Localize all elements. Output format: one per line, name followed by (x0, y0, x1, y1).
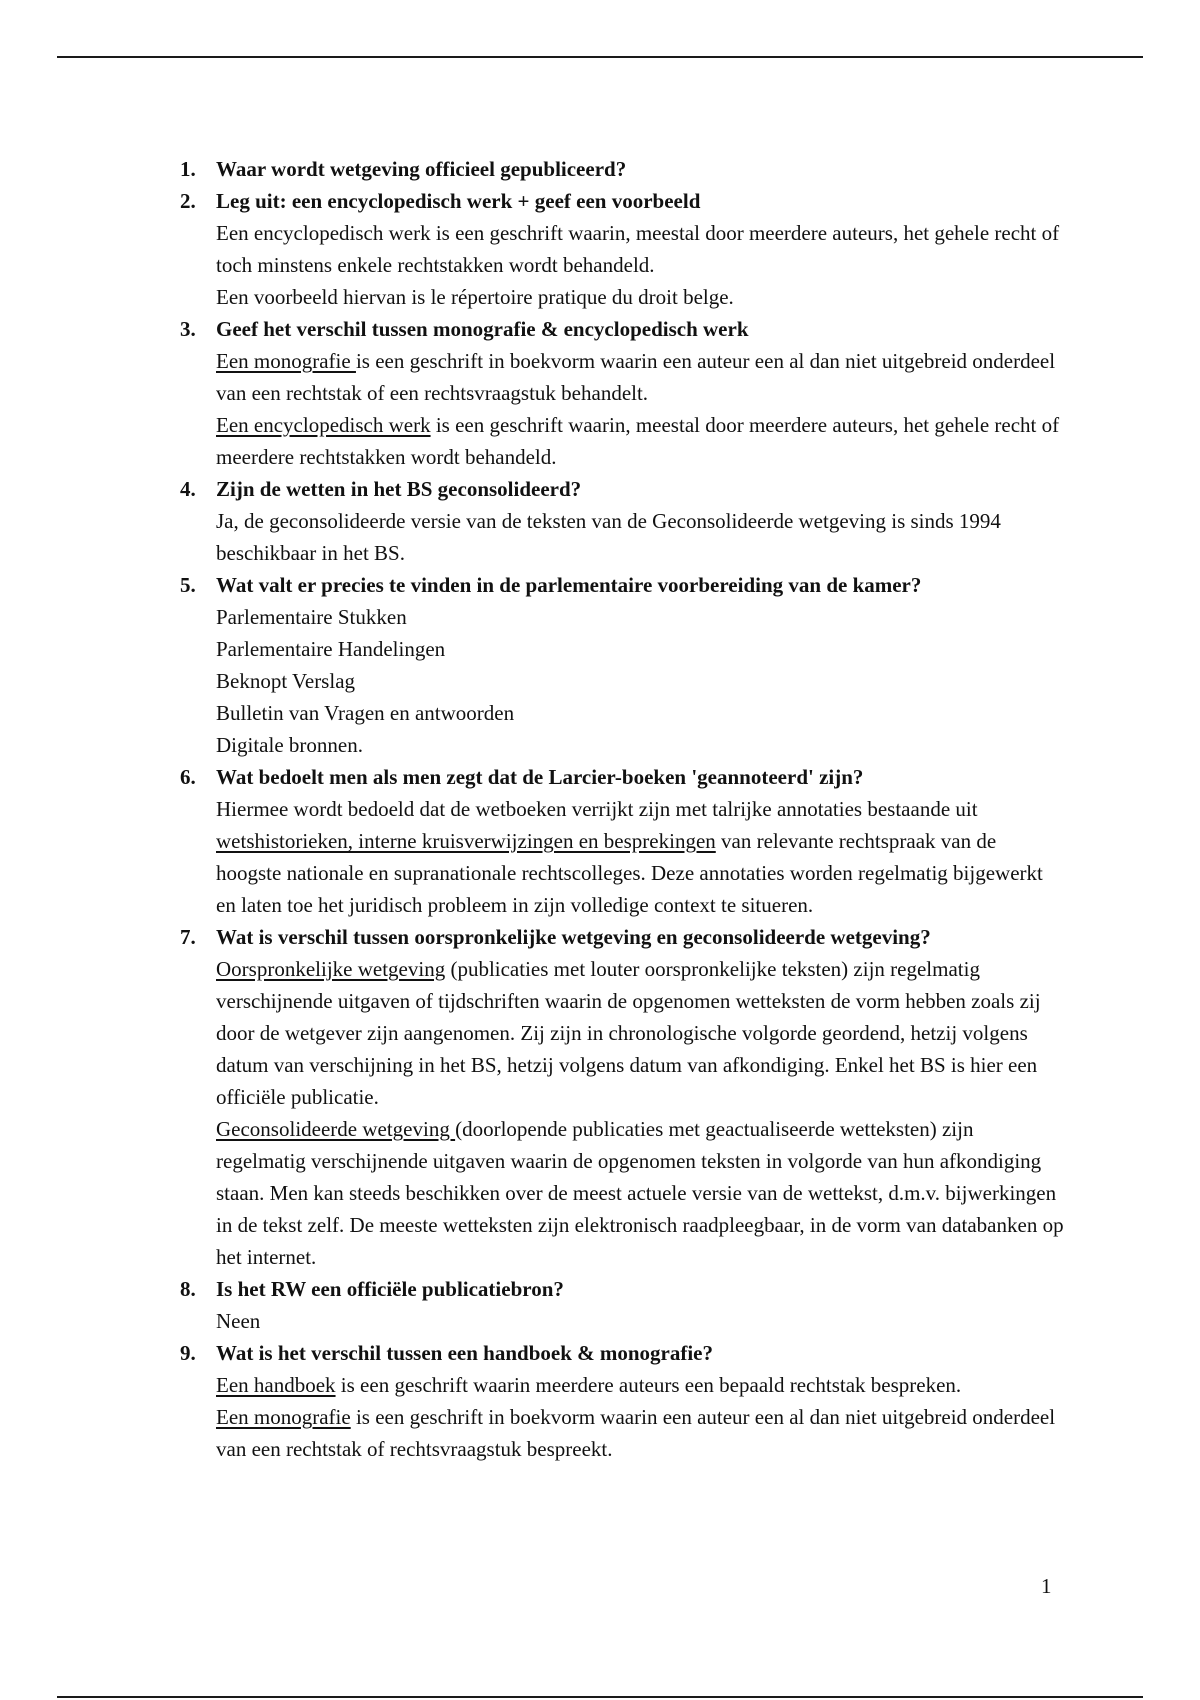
question-2 (166, 185, 1066, 313)
question-number: 1. (180, 157, 196, 181)
question-number: 4. (180, 477, 196, 501)
underlined-term: Een encyclopedisch werk (216, 413, 431, 437)
answer-line: Parlementaire Stukken (216, 605, 407, 629)
qa-list (166, 153, 1066, 1465)
question-text: Leg uit: een encyclopedisch werk + geef een voorbeeld (216, 189, 701, 213)
answer-paragraph: Een voorbeeld hiervan is le répertoire pratique du droit belge. (216, 285, 734, 309)
question-number: 5. (180, 573, 196, 597)
underlined-term: wetshistorieken, interne kruisverwijzingen en besprekingen (216, 829, 716, 853)
question-number: 3. (180, 317, 196, 341)
underlined-term: Geconsolideerde wetgeving (216, 1117, 456, 1141)
answer-paragraph: Een encyclopedisch werk is een geschrift waarin, meestal door meerdere auteurs, het gehele recht of meerdere rechtstakken wordt behandeld. (216, 413, 1060, 469)
question-text: Wat bedoelt men als men zegt dat de Larcier-boeken 'geannoteerd' zijn? (216, 765, 864, 789)
answer-paragraph: Hiermee wordt bedoeld dat de wetboeken verrijkt zijn met talrijke annotaties bestaande uit wetshistorieken, interne kruisverwijzingen en besprekingen van relevante rechtspraak van de hoogste nationale en supranationale rechtscolleges. Deze annotaties worden regelmatig bijgewerkt en laten toe het juridisch probleem in zijn volledige context te situeren. (216, 797, 1043, 917)
answer-paragraph: Een monografie is een geschrift in boekvorm waarin een auteur een al dan niet uitgebreid onderdeel van een rechtstak of rechtsvraagstuk bespreekt. (216, 1405, 1056, 1461)
answer-paragraph: Geconsolideerde wetgeving (doorlopende publicaties met geactualiseerde wetteksten) zijn regelmatig verschijnende uitgaven waarin de opgenomen teksten in volgorde van hun afkondiging staan. Men kan steeds beschikken over de meest actuele versie van de wettekst, d.m.v. bijwerkingen in de tekst zelf. De meeste wetteksten zijn elektronisch raadpleegbaar, in de vorm van databanken op het internet. (216, 1117, 1064, 1269)
question-text: Wat is het verschil tussen een handboek & monografie? (216, 1341, 714, 1365)
question-4 (166, 473, 1066, 569)
question-text: Wat valt er precies te vinden in de parlementaire voorbereiding van de kamer? (216, 573, 922, 597)
footer-rule (57, 1696, 1143, 1698)
question-text: Is het RW een officiële publicatiebron? (216, 1277, 564, 1301)
question-number: 7. (180, 925, 196, 949)
question-number: 6. (180, 765, 196, 789)
question-6 (166, 761, 1066, 921)
answer-line: Digitale bronnen. (216, 733, 363, 757)
question-3 (166, 313, 1066, 473)
question-text: Wat is verschil tussen oorspronkelijke wetgeving en geconsolideerde wetgeving? (216, 925, 931, 949)
question-5 (166, 569, 1066, 761)
question-1 (166, 153, 1066, 185)
underlined-term: Een handboek (216, 1373, 336, 1397)
answer-paragraph: Oorspronkelijke wetgeving (publicaties met louter oorspronkelijke teksten) zijn regelmatig verschijnende uitgaven of tijdschriften waarin de opgenomen wetteksten de vorm hebben zoals zij door de wetgever zijn aangenomen. Zij zijn in chronologische volgorde geordend, hetzij volgens datum van verschijning in het BS, hetzij volgens datum van afkondiging. Enkel het BS is hier een officiële publicatie. (216, 957, 1041, 1109)
answer-line: Parlementaire Handelingen (216, 637, 446, 661)
question-7 (166, 921, 1066, 1273)
answer-paragraph: Ja, de geconsolideerde versie van de teksten van de Geconsolideerde wetgeving is sinds 1994 beschikbaar in het BS. (216, 509, 1001, 565)
question-number: 9. (180, 1341, 196, 1365)
question-8 (166, 1273, 1066, 1337)
question-9 (166, 1337, 1066, 1465)
question-number: 8. (180, 1277, 196, 1301)
question-text: Waar wordt wetgeving officieel gepubliceerd? (216, 157, 627, 181)
answer-line: Bulletin van Vragen en antwoorden (216, 701, 515, 725)
question-text: Zijn de wetten in het BS geconsolideerd? (216, 477, 582, 501)
underlined-term: Oorspronkelijke wetgeving (216, 957, 446, 981)
answer-paragraph: Neen (216, 1309, 261, 1333)
answer-line: Beknopt Verslag (216, 669, 356, 693)
answer-paragraph: Een handboek is een geschrift waarin meerdere auteurs een bepaald rechtstak bespreken. (216, 1373, 962, 1397)
answer-paragraph: Een encyclopedisch werk is een geschrift waarin, meestal door meerdere auteurs, het gehele recht of toch minstens enkele rechtstakken wordt behandeld. (216, 221, 1060, 277)
underlined-term: Een monografie (216, 1405, 351, 1429)
question-text: Geef het verschil tussen monografie & encyclopedisch werk (216, 317, 749, 341)
question-number: 2. (180, 189, 196, 213)
answer-paragraph: Een monografie is een geschrift in boekvorm waarin een auteur een al dan niet uitgebreid onderdeel van een rechtstak of een rechtsvraagstuk behandelt. (216, 349, 1056, 405)
underlined-term: Een monografie (216, 349, 356, 373)
header-rule (57, 56, 1143, 58)
page-number: 1 (1041, 1574, 1052, 1598)
